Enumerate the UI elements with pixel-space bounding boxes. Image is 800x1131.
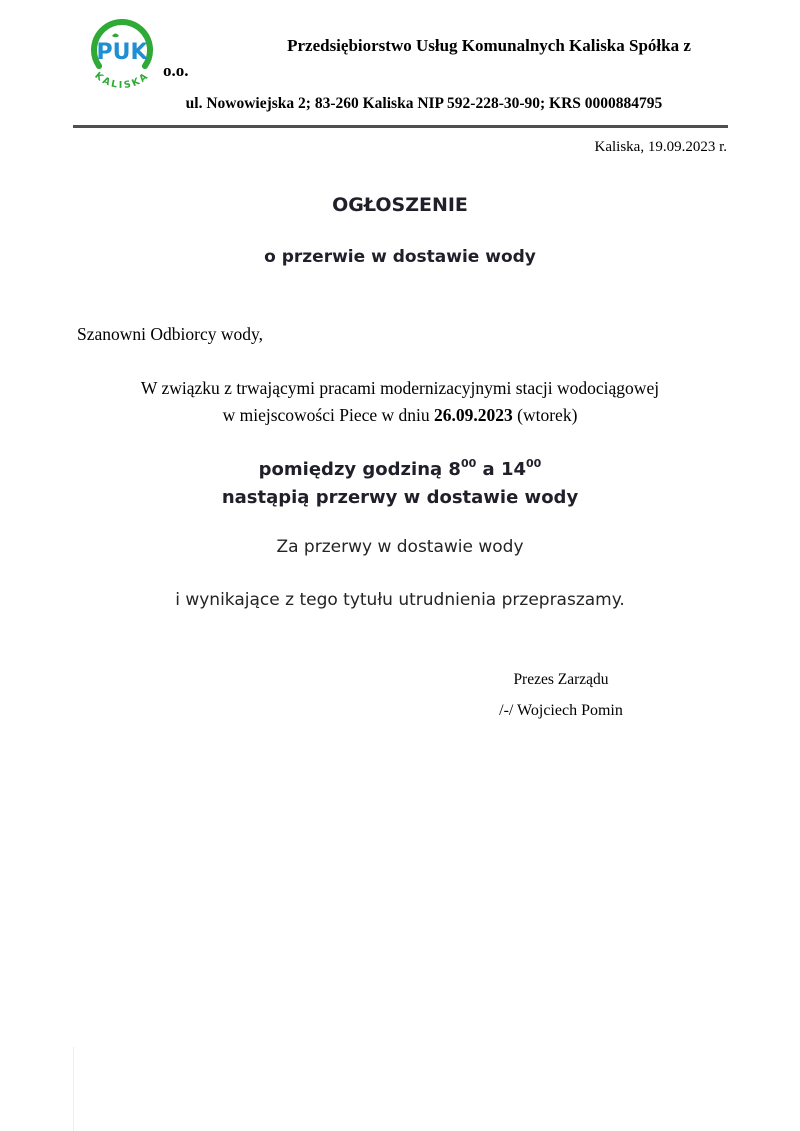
document-subtitle: o przerwie w dostawie wody xyxy=(264,247,536,267)
apology-line1: Za przerwy w dostawie wody xyxy=(276,537,524,557)
body-paragraph-line1: W związku z trwającymi pracami modernizacyjnymi stacji wodociągowej xyxy=(140,378,660,398)
body-paragraph-line2 xyxy=(0,405,800,426)
company-name-suffix: o.o. xyxy=(163,61,189,80)
document-title: OGŁOSZENIE xyxy=(332,194,468,216)
apology-line2: i wynikające z tego tytułu utrudnienia przepraszamy. xyxy=(175,590,625,610)
company-name: Przedsiębiorstwo Usług Komunalnych Kaliska Spółka z xyxy=(287,36,691,55)
body-paragraph-line2-pre: w miejscowości Piece w dniu xyxy=(222,405,435,425)
logo-subtext: KALISKA xyxy=(92,70,152,92)
signature-block xyxy=(421,671,701,720)
outage-statement-line: nastąpią przerwy w dostawie wody xyxy=(221,487,579,508)
page-margin-artifact xyxy=(73,1047,74,1131)
header-divider xyxy=(73,125,728,128)
outage-hours-sup1: 00 xyxy=(460,457,477,470)
signature-name: /-/ Wojciech Pomin xyxy=(499,702,623,719)
outage-hours-pre: pomiędzy godziną 8 xyxy=(258,459,461,480)
outage-date: 26.09.2023 xyxy=(434,405,513,425)
body-paragraph-line2-post: (wtorek) xyxy=(512,405,578,425)
signature-role: Prezes Zarządu xyxy=(513,671,609,688)
outage-hours-mid: a 14 xyxy=(476,459,526,480)
outage-hours-sup2: 00 xyxy=(526,457,542,470)
greeting-line: Szanowni Odbiorcy wody, xyxy=(77,324,263,344)
company-address: ul. Nowowiejska 2; 83-260 Kaliska NIP 592-228-30-90; KRS 0000884795 xyxy=(185,95,663,112)
document-date: Kaliska, 19.09.2023 r. xyxy=(594,139,727,155)
outage-hours-line xyxy=(0,459,800,480)
puk-kaliska-logo-icon xyxy=(82,12,164,100)
logo-text: PUK xyxy=(96,40,148,65)
